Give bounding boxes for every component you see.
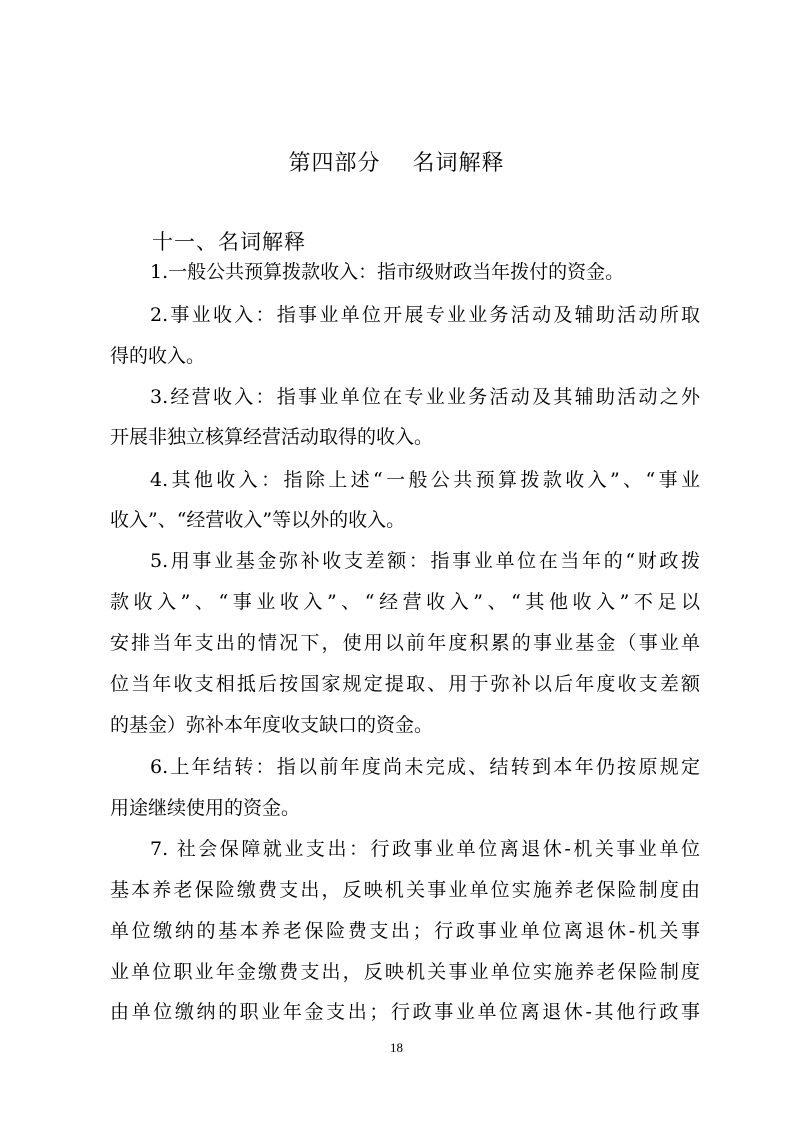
paragraph-line: 由单位缴纳的职业年金支出；行政事业单位离退休-其他行政事 bbox=[110, 1001, 700, 1023]
section-heading: 十一、名词解释 bbox=[152, 230, 306, 254]
paragraph-line: 位当年收支相抵后按国家规定提取、用于弥补以后年度收支差额 bbox=[110, 673, 700, 695]
paragraph-line: 1.一般公共预算拨款收入：指市级财政当年拨付的资金。 bbox=[150, 261, 625, 283]
paragraph-line: 收入”、“经营收入”等以外的收入。 bbox=[110, 509, 406, 531]
paragraph-line: 得的收入。 bbox=[110, 345, 206, 367]
paragraph-line: 单位缴纳的基本养老保险费支出；行政事业单位离退休-机关事 bbox=[110, 920, 700, 942]
paragraph-line: 业单位职业年金缴费支出，反映机关事业单位实施养老保险制度 bbox=[110, 961, 700, 983]
paragraph-line: 4.其他收入：指除上述“一般公共预算拨款收入”、“事业 bbox=[150, 469, 700, 491]
paragraph-line: 6.上年结转：指以前年度尚未完成、结转到本年仍按原规定 bbox=[150, 756, 700, 778]
paragraph-line: 安排当年支出的情况下，使用以前年度积累的事业基金（事业单 bbox=[110, 632, 700, 654]
page-number: 18 bbox=[390, 1040, 403, 1055]
paragraph-line: 基本养老保险缴费支出，反映机关事业单位实施养老保险制度由 bbox=[110, 879, 700, 901]
paragraph-line: 用途继续使用的资金。 bbox=[110, 797, 301, 819]
paragraph-line: 5.用事业基金弥补收支差额：指事业单位在当年的“财政拨 bbox=[150, 550, 700, 572]
paragraph-line: 开展非独立核算经营活动取得的收入。 bbox=[110, 426, 434, 448]
paragraph-line: 7. 社会保障就业支出：行政事业单位离退休-机关事业单位 bbox=[150, 838, 700, 860]
paragraph-line: 2.事业收入：指事业单位开展专业业务活动及辅助活动所取 bbox=[150, 304, 700, 326]
paragraph-line: 的基金）弥补本年度收支缺口的资金。 bbox=[110, 714, 434, 736]
page-title: 第四部分 名词解释 bbox=[288, 151, 505, 176]
paragraph-line: 款收入”、“事业收入”、“经营收入”、“其他收入”不足以 bbox=[110, 591, 700, 613]
paragraph-line: 3.经营收入：指事业单位在专业业务活动及其辅助活动之外 bbox=[150, 386, 700, 408]
